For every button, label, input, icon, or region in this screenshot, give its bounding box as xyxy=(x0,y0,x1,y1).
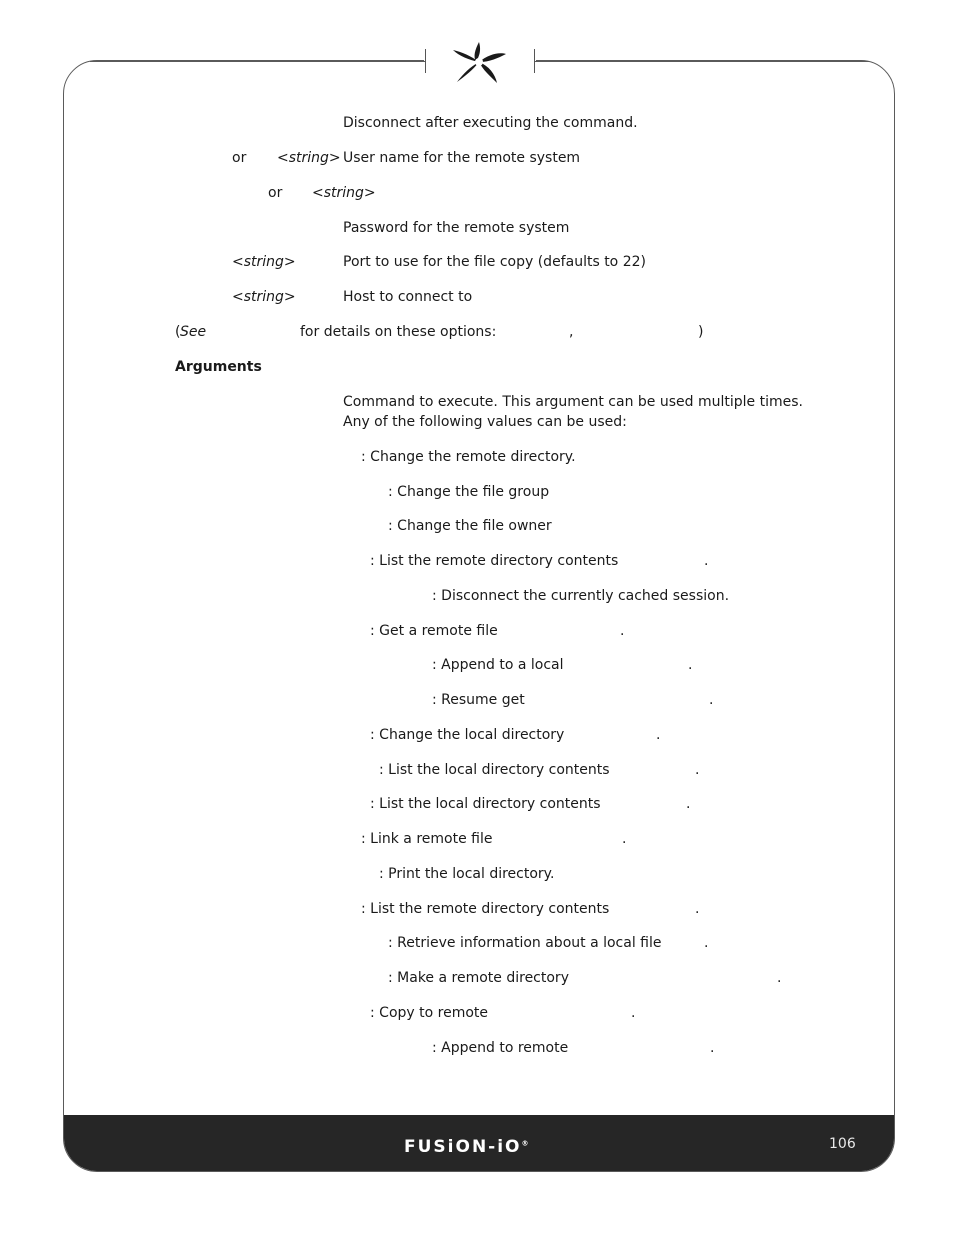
value-item-dir: : List the remote directory contents xyxy=(370,553,619,569)
value-item-lcd: : Change the local directory xyxy=(370,727,565,743)
see-open-paren: ( xyxy=(175,324,181,340)
value-item-chgrp: : Change the file group xyxy=(388,484,550,500)
value-item-ldir-period: . xyxy=(695,762,700,778)
password-or: or xyxy=(268,185,283,201)
value-item-get-resume: : Resume get xyxy=(432,692,525,708)
see-comma: , xyxy=(569,324,574,340)
value-item-ln: : Link a remote file xyxy=(361,831,493,847)
value-item-ls: : List the remote directory contents xyxy=(361,901,610,917)
port-arg: <string> xyxy=(232,254,296,270)
see-word: See xyxy=(180,324,207,340)
value-item-ldir: : List the local directory contents xyxy=(379,762,610,778)
user-arg: <string> xyxy=(277,150,341,166)
value-item-put-append: : Append to remote xyxy=(432,1040,569,1056)
header-tick-left xyxy=(425,49,426,73)
header-rule-right xyxy=(535,61,869,62)
value-item-lls: : List the local directory contents xyxy=(370,796,601,812)
value-item-get: : Get a remote file xyxy=(370,623,498,639)
fusion-io-logo: FUSiON-iO® xyxy=(404,1137,529,1157)
disconnect-description: Disconnect after executing the command. xyxy=(343,115,638,131)
fusion-io-star-icon xyxy=(449,38,509,88)
port-description: Port to use for the file copy (defaults to 22) xyxy=(343,254,646,270)
header-rule-left xyxy=(90,61,426,62)
value-item-lstat: : Retrieve information about a local file xyxy=(388,935,662,951)
value-item-get-resume-period: . xyxy=(709,692,714,708)
value-item-lls-period: . xyxy=(686,796,691,812)
host-arg: <string> xyxy=(232,289,296,305)
value-item-ln-period: . xyxy=(622,831,627,847)
password-description: Password for the remote system xyxy=(343,220,570,236)
value-item-put-period: . xyxy=(631,1005,636,1021)
password-arg: <string> xyxy=(312,185,376,201)
value-item-dir-period: . xyxy=(704,553,709,569)
value-item-chown: : Change the file owner xyxy=(388,518,552,534)
arguments-description-line1: Command to execute. This argument can be used multiple times. xyxy=(343,394,803,410)
value-item-lstat-period: . xyxy=(704,935,709,951)
page-number: 106 xyxy=(829,1136,856,1152)
host-description: Host to connect to xyxy=(343,289,473,305)
value-item-lpwd: : Print the local directory. xyxy=(379,866,555,882)
arguments-heading: Arguments xyxy=(175,359,262,375)
user-description: User name for the remote system xyxy=(343,150,581,166)
value-item-lcd-period: . xyxy=(656,727,661,743)
user-or: or xyxy=(232,150,247,166)
value-item-disconnect: : Disconnect the currently cached session. xyxy=(432,588,730,604)
value-item-get-append-period: . xyxy=(688,657,693,673)
value-item-ls-period: . xyxy=(695,901,700,917)
value-item-cd: : Change the remote directory. xyxy=(361,449,576,465)
value-item-get-period: . xyxy=(620,623,625,639)
value-item-put-append-period: . xyxy=(710,1040,715,1056)
value-item-put: : Copy to remote xyxy=(370,1005,489,1021)
header-tick-right xyxy=(534,49,535,73)
see-details-text: for details on these options: xyxy=(300,324,497,340)
value-item-get-append: : Append to a local xyxy=(432,657,564,673)
value-item-mkdir: : Make a remote directory xyxy=(388,970,569,986)
value-item-mkdir-period: . xyxy=(777,970,782,986)
arguments-description-line2: Any of the following values can be used: xyxy=(343,414,627,430)
see-close-paren: ) xyxy=(698,324,704,340)
